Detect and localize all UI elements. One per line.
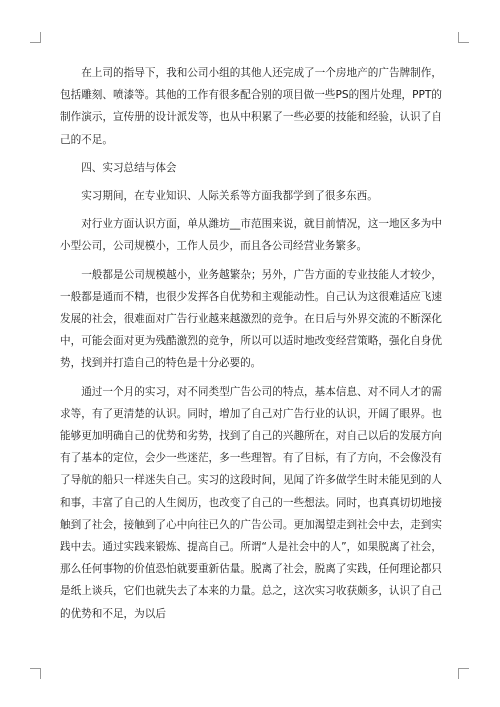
paragraph-industry: 对行业方面认识方面，单从潍坊__市范围来说，就目前情况，这一地区多为中小型公司，公司规模小，工作人员少，而且各公司经营业务繁多。 bbox=[60, 218, 442, 253]
paragraph-reflection: 通过一个月的实习，对不同类型广告公司的特点，基本信息、对不同人才的需求等，有了更清楚的认识。同时，增加了自己对广告行业的认识，开阔了眼界。也能够更加明确自己的优势和劣势，找到了自己的兴趣所在，对自己以后的发展方向有了基本的定位，会少一些迷茫，多一些理智。有了目标，有了方向，不会像没有了导航的船只一样迷失自己。实习的这段时间，见闻了许多做学生时未能见到的人和事，丰富了自己的人生阅历，也改变了自己的一些想法。同时，也真真切切地接触到了社会，接触到了心中向往已久的广告公司。更加渴望走到社会中去，走到实践中去。通过实践来锻炼、提高自己。所谓“人是社会中的人”，如果脱离了社会，那么任何事物的价值恐怕就要重新估量。脱离了社会，脱离了实践，任何理论都只是纸上谈兵，它们也就失去了本来的力量。总之，这次实习收获颇多，认识了自己的优势和不足，为以后 bbox=[60, 385, 442, 620]
crop-mark-top-right bbox=[458, 32, 469, 43]
document-body bbox=[60, 62, 442, 631]
crop-mark-top-left bbox=[30, 32, 41, 43]
crop-mark-bottom-right bbox=[458, 668, 469, 679]
crop-mark-bottom-left bbox=[30, 668, 41, 679]
paragraph-billboard-work: 在上司的指导下，我和公司小组的其他人还完成了一个房地产的广告牌制作，包括雕刻、喷漆等。其他的工作有很多配合别的项目做一些PS的图片处理，PPT的制作演示，宣传册的设计派发等，也从中积累了一些必要的技能和经验，认识了自己的不足。 bbox=[60, 67, 442, 146]
paragraph-competition: 一般都是公司规模越小，业务越繁杂；另外，广告方面的专业技能人才较少，一般都是通而不精，也很少发挥各自优势和主观能动性。自己认为这很难适应飞速发展的社会，很难面对广告行业越来越激烈的竞争。在日后与外界交流的不断深化中，可能会面对更为残酷激烈的竞争，所以可以适时地改变经营策略，强化自身优势，找到并打造自己的特色是十分必要的。 bbox=[60, 268, 442, 370]
section-heading-summary: 四、实习总结与体会 bbox=[81, 161, 177, 174]
paragraph-intro: 实习期间，在专业知识、人际关系等方面我都学到了很多东西。 bbox=[81, 190, 378, 203]
